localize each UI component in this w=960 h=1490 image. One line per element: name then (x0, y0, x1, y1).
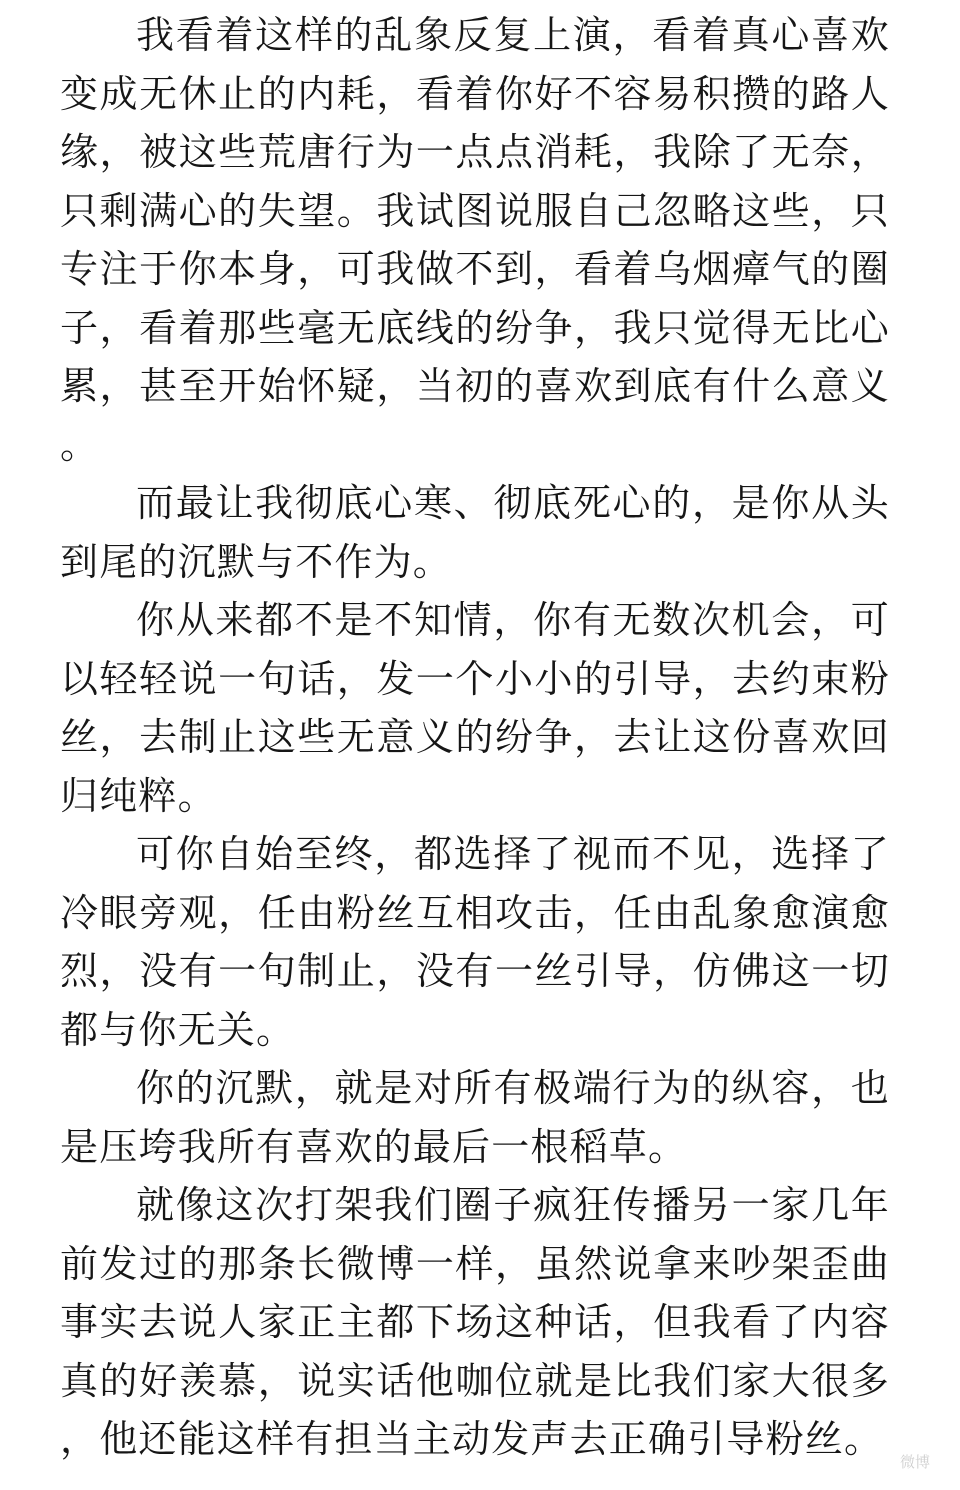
paragraph-6: 就像这次打架我们圈子疯狂传播另一家几年前发过的那条长微博一样，虽然说拿来吵架歪曲事实去说人家正主都下场这种话，但我看了内容真的好羡慕，说实话他咖位就是比我们家大很多，他还能这样有担当主动发声去正确引导粉丝。 (60, 1183, 890, 1461)
weibo-watermark: 微博 (899, 1453, 930, 1471)
paragraph-2: 而最让我彻底心寒、彻底死心的，是你从头到尾的沉默与不作为。 (60, 481, 890, 584)
paragraph-5: 你的沉默，就是对所有极端行为的纵容，也是压垮我所有喜欢的最后一根稻草。 (60, 1066, 890, 1169)
document-body (60, 6, 890, 1469)
paragraph-3: 你从来都不是不知情，你有无数次机会，可以轻轻说一句话，发一个小小的引导，去约束粉丝，去制止这些无意义的纷争，去让这份喜欢回归纯粹。 (60, 598, 890, 818)
paragraph-1: 我看着这样的乱象反复上演，看着真心喜欢变成无休止的内耗，看着你好不容易积攒的路人缘，被这些荒唐行为一点点消耗，我除了无奈，只剩满心的失望。我试图说服自己忽略这些，只专注于你本身，可我做不到，看着乌烟瘴气的圈子，看着那些毫无底线的纷争，我只觉得无比心累，甚至开始怀疑，当初的喜欢到底有什么意义。 (60, 13, 890, 467)
paragraph-4: 可你自始至终，都选择了视而不见，选择了冷眼旁观，任由粉丝互相攻击，任由乱象愈演愈烈，没有一句制止，没有一丝引导，仿佛这一切都与你无关。 (60, 832, 890, 1052)
